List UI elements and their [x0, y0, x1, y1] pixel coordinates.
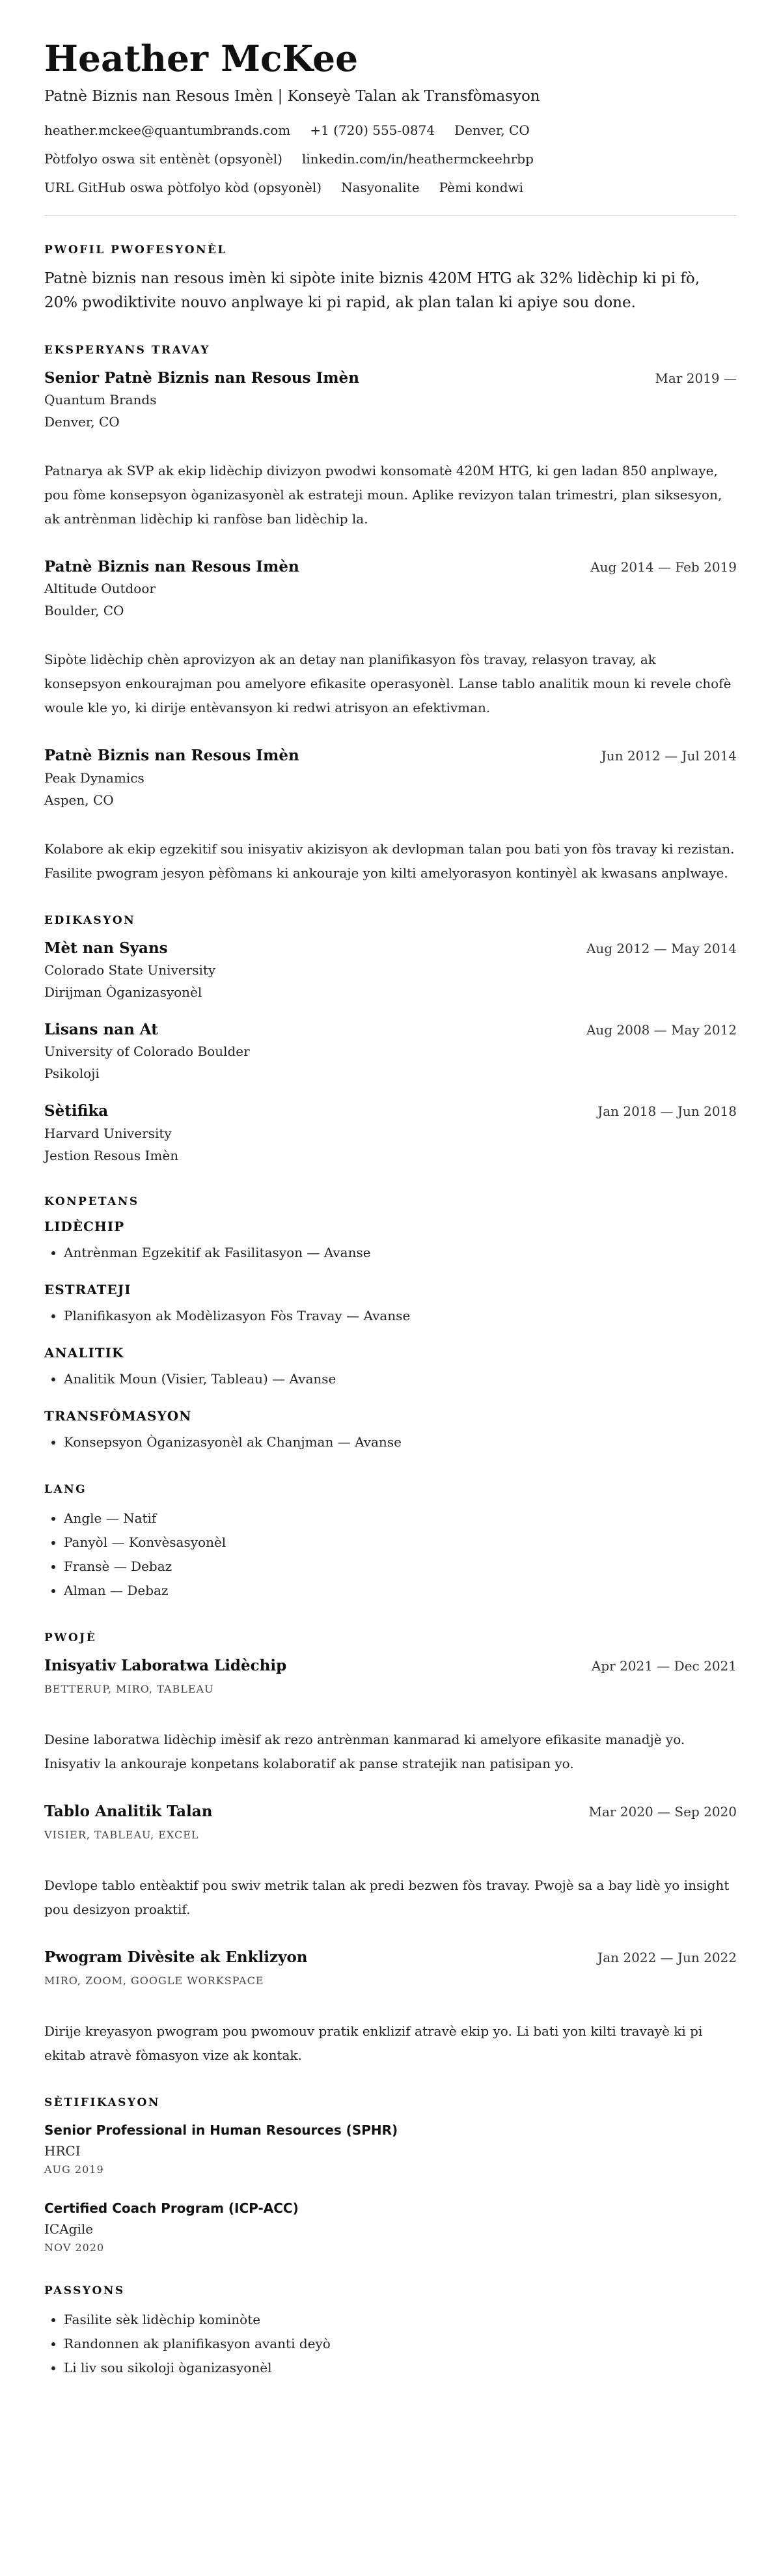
passion-item: • Randonnen ak planifikasyon avanti deyò: [64, 2332, 737, 2356]
project-entry: [44, 1946, 737, 2068]
language-item: • Panyòl — Konvèsasyonèl: [64, 1530, 737, 1555]
section-title-experience: EKSPERYANS TRAVAY: [44, 343, 210, 357]
passion-item: • Fasilite sèk lidèchip kominòte: [64, 2308, 737, 2332]
profile-summary: Patnè biznis nan resous imèn ki sipòte inite biznis 420M HTG ak 32% lidèchip ki pi fò, 20% pwodiktivite nouvo anplwaye ki pi rapid, ak plan talan ki apiye sou done.: [44, 270, 700, 311]
degree-field: Psikoloji: [44, 1066, 100, 1082]
job-title: Patnè Biznis nan Resous Imèn: [44, 557, 299, 575]
job-company: Peak Dynamics: [44, 769, 144, 786]
section-title-skills: KONPETANS: [44, 1195, 139, 1208]
contact-row-2: [44, 149, 737, 169]
contact-github[interactable]: URL GitHub oswa pòtfolyo kòd (opsyonèl): [44, 180, 322, 195]
job-description: Patnarya ak SVP ak ekip lidèchip divizyon pwodwi konsomatè 420M HTG, ki gen ladan 850 anplwaye, pou fòme konsepsyon òganizasyonèl ak estrateji moun. Aplike revizyon talan trimestri, plan siksesyon, ak antrènman lidèchip ki ranfòse ban lidèchip la.: [44, 462, 722, 527]
contact-portfolio[interactable]: Pòtfolyo oswa sit entènèt (opsyonèl): [44, 151, 282, 167]
language-item: • Fransè — Debaz: [64, 1555, 737, 1579]
project-name: Tablo Analitik Talan: [44, 1802, 213, 1820]
education-section: [44, 914, 737, 1167]
experience-entry: [44, 745, 737, 885]
resume-header: [44, 39, 737, 197]
project-description: Desine laboratwa lidèchip imèsif ak rezo antrènman kanmarad ki amelyore efikasite manadjè yo. Inisyativ la ankouraje konpetans kolaboratif ak panse stratejik nan patisipan yo.: [44, 1731, 685, 1771]
certifications-section: [44, 2096, 737, 2256]
skill-category: ESTRATEJI: [44, 1281, 131, 1297]
section-title-profile: PWOFIL PWOFESYONÈL: [44, 243, 227, 256]
project-description: Devlope tablo entèaktif pou swiv metrik talan ak predi bezwen fòs travay. Pwojè sa a bay lidè yo insight pou desizyon proaktif.: [44, 1877, 730, 1917]
contact-row-1: [44, 120, 737, 140]
skill-item: • Analitik Moun (Visier, Tableau) — Avanse: [64, 1367, 737, 1391]
candidate-name: Heather McKee: [44, 37, 359, 79]
education-entry: [44, 1100, 737, 1166]
skill-item: • Antrènman Egzekitif ak Fasilitasyon — Avanse: [64, 1241, 737, 1265]
project-date: Apr 2021 — Dec 2021: [591, 1657, 737, 1674]
job-description: Kolabore ak ekip egzekitif sou inisyativ akizisyon ak devlopman talan pou bati yon fòs travay ki rezistan. Fasilite pwogram jesyon pèfòmans ki ankouraje yon kilti amelyorasyon kontinyèl ak kwasans anplwaye.: [44, 840, 735, 881]
section-title-projects: PWOJÈ: [44, 1631, 97, 1644]
project-tech: MIRO, ZOOM, GOOGLE WORKSPACE: [44, 1974, 264, 1987]
project-tech: BETTERUP, MIRO, TABLEAU: [44, 1683, 214, 1695]
skill-group: [44, 1408, 737, 1454]
degree-title: Sètifika: [44, 1102, 109, 1120]
project-entry: [44, 1801, 737, 1922]
section-title-passions: PASSYONS: [44, 2284, 125, 2298]
job-location: Denver, CO: [44, 413, 120, 430]
job-company: Quantum Brands: [44, 391, 157, 408]
job-location: Boulder, CO: [44, 603, 124, 619]
skill-item: • Konsepsyon Òganizasyonèl ak Chanjman — Avanse: [64, 1430, 737, 1454]
degree-field: Dirijman Òganizasyonèl: [44, 984, 202, 1000]
certification-issuer: ICAgile: [44, 2221, 94, 2237]
job-title: Patnè Biznis nan Resous Imèn: [44, 747, 299, 765]
header-divider: [44, 215, 737, 216]
contact-location: Denver, CO: [454, 122, 530, 138]
certification-name: Senior Professional in Human Resources (SPHR): [44, 2122, 398, 2139]
skill-category: TRANSFÒMASYON: [44, 1407, 192, 1424]
candidate-headline: Patnè Biznis nan Resous Imèn | Konseyè Talan ak Transfòmasyon: [44, 87, 540, 105]
certification-name: Certified Coach Program (ICP-ACC): [44, 2200, 299, 2216]
language-list: [44, 1506, 737, 1603]
school-name: Colorado State University: [44, 962, 216, 978]
contact-row-3: [44, 178, 737, 197]
certification-entry: [44, 2198, 737, 2256]
skill-item: • Planifikasyon ak Modèlizasyon Fòs Travay — Avanse: [64, 1304, 737, 1328]
degree-date: Aug 2012 — May 2014: [586, 940, 737, 956]
skill-group: [44, 1282, 737, 1328]
degree-field: Jestion Resous Imèn: [44, 1147, 179, 1163]
skill-group: [44, 1219, 737, 1265]
section-title-education: EDIKASYON: [44, 913, 136, 927]
project-name: Inisyativ Laboratwa Lidèchip: [44, 1656, 287, 1674]
degree-title: Lisans nan At: [44, 1020, 158, 1038]
job-date: Aug 2014 — Feb 2019: [590, 559, 737, 575]
contact-phone[interactable]: +1 (720) 555-0874: [310, 122, 435, 138]
language-item: • Angle — Natif: [64, 1506, 737, 1530]
project-entry: [44, 1655, 737, 1776]
skill-category: ANALITIK: [44, 1344, 124, 1361]
job-company: Altitude Outdoor: [44, 581, 156, 597]
project-date: Jan 2022 — Jun 2022: [597, 1949, 737, 1965]
school-name: Harvard University: [44, 1125, 172, 1141]
contact-permit: Pèmi kondwi: [439, 180, 524, 195]
job-date: Jun 2012 — Jul 2014: [601, 748, 737, 764]
passions-section: [44, 2284, 737, 2380]
profile-section: [44, 243, 737, 315]
project-description: Dirije kreyasyon pwogram pou pwomouv pratik enklizif atravè ekip yo. Li bati yon kilti travayè ki pi ekitab atravè fòmasyon vize ak kontak.: [44, 2023, 703, 2064]
contact-nationality: Nasyonalite: [341, 180, 420, 195]
languages-section: [44, 1483, 737, 1603]
skill-category: LIDÈCHIP: [44, 1218, 125, 1234]
certification-date: AUG 2019: [44, 2163, 104, 2176]
experience-entry: [44, 367, 737, 531]
section-title-certifications: SÈTIFIKASYON: [44, 2096, 160, 2110]
job-location: Aspen, CO: [44, 792, 114, 808]
job-title: Senior Patnè Biznis nan Resous Imèn: [44, 368, 359, 387]
degree-title: Mèt nan Syans: [44, 939, 168, 957]
job-date: Mar 2019 —: [655, 370, 737, 386]
degree-date: Aug 2008 — May 2012: [586, 1021, 737, 1038]
experience-section: [44, 344, 737, 885]
school-name: University of Colorado Boulder: [44, 1044, 250, 1060]
contact-linkedin[interactable]: linkedin.com/in/heathermckeehrbp: [301, 151, 534, 167]
degree-date: Jan 2018 — Jun 2018: [597, 1103, 737, 1120]
project-name: Pwogram Divèsite ak Enklizyon: [44, 1948, 308, 1966]
experience-entry: [44, 556, 737, 720]
skill-group: [44, 1345, 737, 1391]
education-entry: [44, 1019, 737, 1085]
section-title-languages: LANG: [44, 1482, 87, 1496]
education-entry: [44, 937, 737, 1003]
certification-issuer: HRCI: [44, 2143, 81, 2159]
certification-date: NOV 2020: [44, 2241, 105, 2254]
language-item: • Alman — Debaz: [64, 1579, 737, 1603]
contact-email[interactable]: heather.mckee@quantumbrands.com: [44, 122, 291, 138]
skills-section: [44, 1195, 737, 1454]
projects-section: [44, 1631, 737, 2068]
project-date: Mar 2020 — Sep 2020: [588, 1803, 737, 1820]
certification-entry: [44, 2120, 737, 2178]
job-description: Sipòte lidèchip chèn aprovizyon ak an detay nan planifikasyon fòs travay, relasyon travay, ak konsepsyon enkourajman pou amelyore efikasite operasyonèl. Lanse tablo analitik moun ki revele chofè woule kle yo, ki dirije entèvansyon ki redwi atrisyon an efektivman.: [44, 652, 732, 716]
passion-item: • Li liv sou sikoloji òganizasyonèl: [64, 2356, 737, 2380]
passion-list: [44, 2308, 737, 2380]
project-tech: VISIER, TABLEAU, EXCEL: [44, 1829, 199, 1842]
